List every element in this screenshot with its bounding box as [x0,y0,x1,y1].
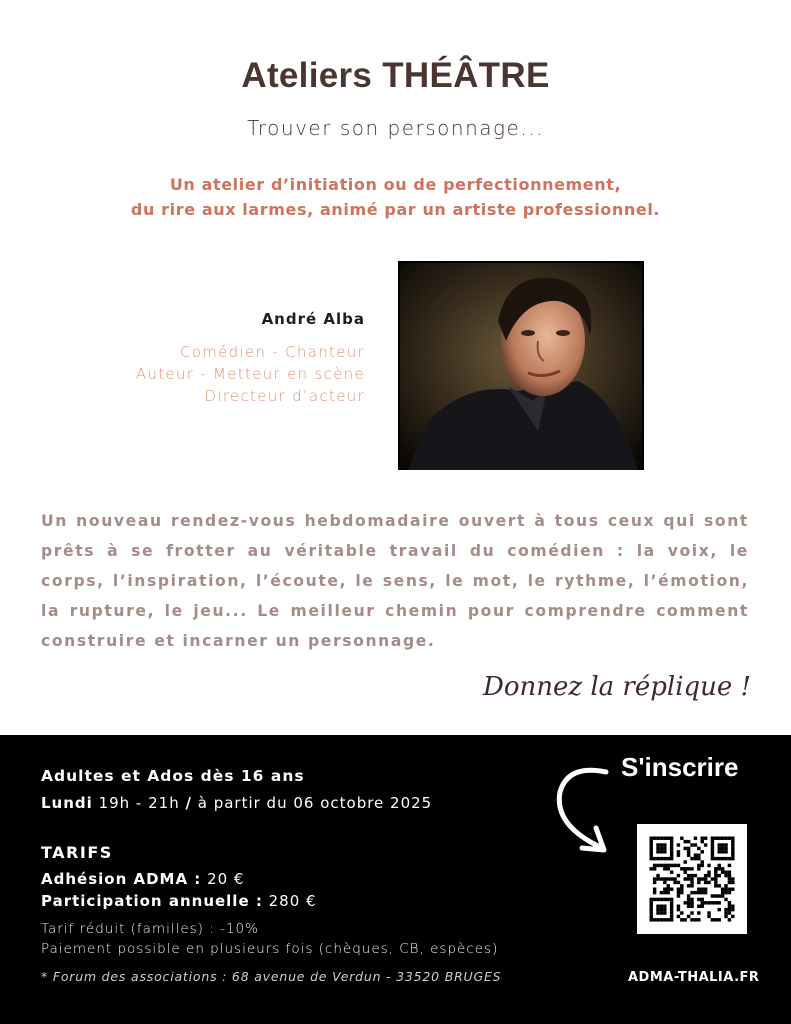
schedule-day: Lundi [41,794,93,812]
adhesion-value: 20 € [201,870,245,888]
signup-heading: S'inscrire [621,752,739,782]
tagline: Donnez la réplique ! [483,672,751,702]
artist-photo [398,261,644,470]
schedule-time: 19h - 21h [92,794,186,812]
intro-line-2: du rire aux larmes, animé par un artiste professionnel. [130,200,661,219]
reduced-rate: Tarif réduit (familles) : -10% [41,921,259,937]
description-paragraph: Un nouveau rendez-vous hebdomadaire ouvert à tous ceux qui sont prêts à se frotter au véritable travail du comédien : la voix, le corps, l’inspiration, l’écoute, le sens, le mot, le rythme, l’émotion, la rupture, le jeu... Le meilleur chemin pour comprendre comment construire et incarner un personnage. [41,512,749,650]
intro-line-1: Un atelier d’initiation ou de perfectionnement, [169,175,622,194]
participation-value: 280 € [262,892,317,910]
payment-info: Paiement possible en plusieurs fois (chèques, CB, espèces) [41,941,499,957]
artist-role: Comédien - Chanteur [179,343,365,361]
page-title: Ateliers THÉÂTRE [241,56,550,95]
curved-arrow-icon [548,762,618,861]
artist-role: Directeur d’acteur [204,387,365,405]
audience-text: Adultes et Ados dès 16 ans [41,767,305,785]
schedule-separator: / [185,794,192,812]
schedule-start: à partir du 06 octobre 2025 [191,794,433,812]
page-subtitle: Trouver son personnage... [247,116,544,140]
adhesion-price [41,870,244,888]
artist-role: Auteur - Metteur en scène [135,365,365,383]
artist-name: André Alba [261,310,365,328]
participation-price [41,892,317,910]
website-link[interactable]: ADMA-THALIA.FR [628,970,760,985]
schedule-text [41,794,432,812]
adhesion-label: Adhésion ADMA : [41,870,202,888]
participation-label: Participation annuelle : [41,892,263,910]
qr-code-icon[interactable] [637,824,747,934]
tarifs-heading: TARIFS [41,843,113,862]
forum-address: * Forum des associations : 68 avenue de Verdun - 33520 BRUGES [41,969,502,984]
